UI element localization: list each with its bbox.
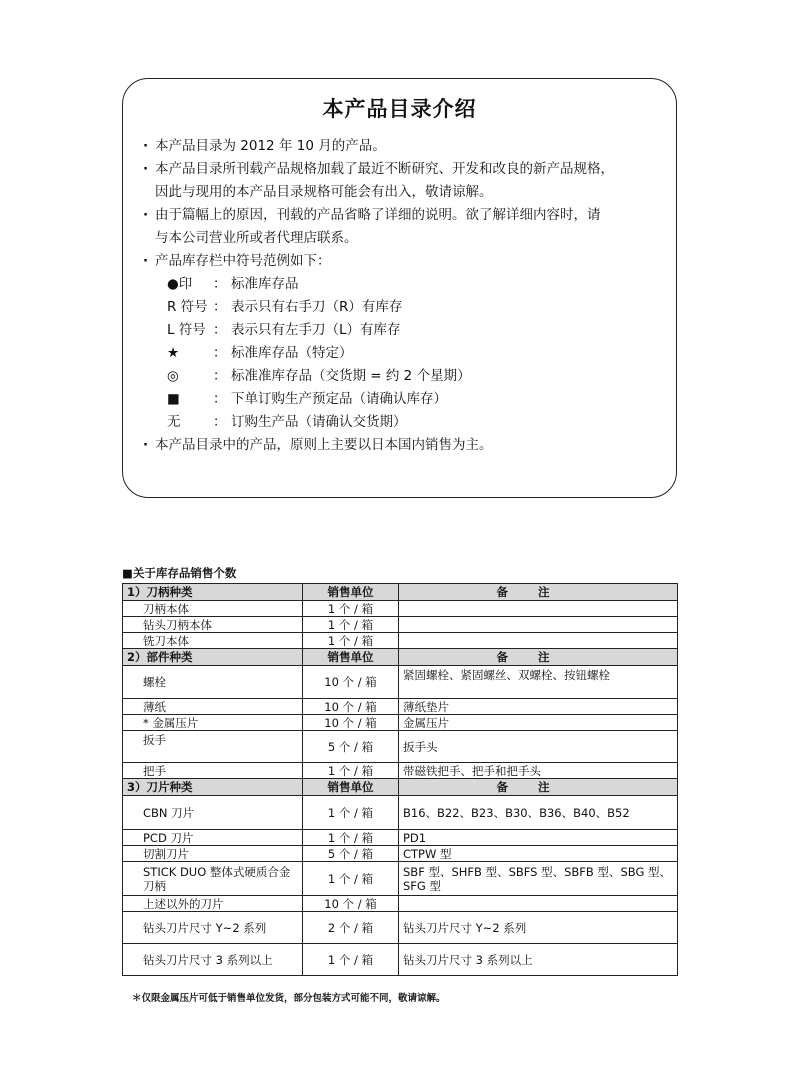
table-row [123, 617, 678, 633]
group-label: 1）刀柄种类 [123, 584, 303, 601]
legend-row [143, 342, 666, 365]
intro-title: 本产品目录介绍 [322, 97, 477, 121]
item-name: 薄纸 [123, 699, 303, 715]
table-row [123, 944, 678, 976]
intro-bullet-line: 本产品目录所刊载产品规格加载了最近不断研究、开发和改良的新产品规格， [155, 161, 614, 177]
item-unit: 10 个 / 箱 [303, 896, 399, 912]
legend-symbol: ●印 [167, 276, 193, 292]
item-name: 钻头刀片尺寸 Y~2 系列 [123, 912, 303, 944]
item-unit: 1 个 / 箱 [303, 763, 399, 779]
item-unit: 2 个 / 箱 [303, 912, 399, 944]
legend-colon: ： [213, 414, 227, 430]
legend-text: 表示只有左手刀（L）有库存 [231, 322, 401, 338]
item-note: 钻头刀片尺寸 Y~2 系列 [399, 912, 678, 944]
intro-bullet [143, 158, 666, 204]
legend-row [143, 411, 666, 434]
legend-row [143, 388, 666, 411]
legend-symbol: R 符号 [167, 299, 208, 315]
item-name: PCD 刀片 [123, 830, 303, 846]
table-row [123, 896, 678, 912]
item-note: 带磁铁把手、把手和把手头 [399, 763, 678, 779]
sales-unit-table [122, 583, 678, 976]
item-note: CTPW 型 [399, 846, 678, 862]
legend-colon: ： [213, 276, 227, 292]
item-unit: 1 个 / 箱 [303, 601, 399, 617]
legend-text: 标准准库存品（交货期 = 约 2 个星期） [231, 368, 471, 384]
table-row [123, 633, 678, 649]
legend-colon: ： [213, 345, 227, 361]
item-name: 切割刀片 [123, 846, 303, 862]
table-row [123, 763, 678, 779]
table-row [123, 601, 678, 617]
legend-symbol: 无 [167, 414, 181, 430]
legend-row [143, 319, 666, 342]
item-name: CBN 刀片 [123, 796, 303, 830]
item-unit: 1 个 / 箱 [303, 796, 399, 830]
item-name: 把手 [123, 763, 303, 779]
item-name: 钻头刀柄本体 [123, 617, 303, 633]
legend-symbol: ★ [167, 345, 180, 361]
legend-symbol: ■ [167, 391, 180, 407]
item-unit: 5 个 / 箱 [303, 731, 399, 763]
stock-symbol-legend [143, 273, 666, 434]
item-name: 刀柄本体 [123, 601, 303, 617]
item-name: 螺栓 [123, 666, 303, 699]
item-unit: 5 个 / 箱 [303, 846, 399, 862]
legend-row [143, 296, 666, 319]
intro-bullet: · 产品库存栏中符号范例如下： [143, 250, 666, 273]
legend-text: 表示只有右手刀（R）有库存 [231, 299, 403, 315]
table-row [123, 862, 678, 896]
group-label: 3）刀片种类 [123, 779, 303, 796]
legend-text: 标准库存品 [231, 276, 299, 292]
legend-text: 下单订购生产预定品（请确认库存） [231, 391, 447, 407]
legend-colon: ： [213, 299, 227, 315]
intro-bullet: · 本产品目录为 2012 年 10 月的产品。 [143, 135, 666, 158]
table-group-header [123, 649, 678, 666]
item-note: 钻头刀片尺寸 3 系列以上 [399, 944, 678, 976]
catalog-intro-box [122, 78, 677, 498]
item-name: 上述以外的刀片 [123, 896, 303, 912]
group-label: 2）部件种类 [123, 649, 303, 666]
legend-colon: ： [213, 368, 227, 384]
table-footnote: ＊仅限金属压片可低于销售单位发货，部分包装方式可能不同，敬请谅解。 [132, 993, 446, 1004]
unit-header: 销售单位 [303, 584, 399, 601]
legend-row [143, 365, 666, 388]
item-note: 紧固螺栓、紧固螺丝、双螺栓、按钮螺栓 [399, 666, 678, 699]
item-unit: 1 个 / 箱 [303, 617, 399, 633]
intro-bullet: · 本产品目录中的产品，原则上主要以日本国内销售为主。 [143, 434, 666, 457]
table-row [123, 846, 678, 862]
legend-text: 订购生产品（请确认交货期） [231, 414, 407, 430]
sales-unit-heading: ■关于库存品销售个数 [122, 566, 237, 580]
table-row [123, 731, 678, 763]
legend-colon: ： [213, 322, 227, 338]
item-name: 铣刀本体 [123, 633, 303, 649]
intro-bullet-line: 与本公司营业所或者代理店联系。 [155, 230, 358, 246]
legend-symbol: ◎ [167, 368, 179, 384]
table-group-header [123, 779, 678, 796]
intro-bullet-line: 由于篇幅上的原因，刊载的产品省略了详细的说明。欲了解详细内容时，请 [155, 207, 601, 223]
item-note [399, 601, 678, 617]
legend-colon: ： [213, 391, 227, 407]
table-row [123, 666, 678, 699]
table-row [123, 699, 678, 715]
legend-row [143, 273, 666, 296]
item-note: 金属压片 [399, 715, 678, 731]
table-row [123, 912, 678, 944]
legend-symbol: L 符号 [167, 322, 206, 338]
item-note [399, 617, 678, 633]
unit-header: 销售单位 [303, 649, 399, 666]
intro-bullet-line: 因此与现用的本产品目录规格可能会有出入，敬请谅解。 [155, 184, 493, 200]
item-note [399, 896, 678, 912]
item-name: STICK DUO 整体式硬质合金刀柄 [123, 862, 303, 896]
table-row [123, 796, 678, 830]
item-note: SBF 型、SHFB 型、SBFS 型、SBFB 型、SBG 型、SFG 型 [399, 862, 678, 896]
item-unit: 1 个 / 箱 [303, 944, 399, 976]
note-header: 备注 [399, 779, 678, 796]
item-unit: 10 个 / 箱 [303, 715, 399, 731]
item-unit: 10 个 / 箱 [303, 699, 399, 715]
item-unit: 10 个 / 箱 [303, 666, 399, 699]
note-header: 备注 [399, 584, 678, 601]
item-unit: 1 个 / 箱 [303, 862, 399, 896]
item-note: B16、B22、B23、B30、B36、B40、B52 [399, 796, 678, 830]
item-name: 扳手 [123, 731, 303, 763]
item-unit: 1 个 / 箱 [303, 633, 399, 649]
note-header: 备注 [399, 649, 678, 666]
legend-text: 标准库存品（特定） [231, 345, 353, 361]
table-row [123, 830, 678, 846]
item-note: 扳手头 [399, 731, 678, 763]
item-name: 钻头刀片尺寸 3 系列以上 [123, 944, 303, 976]
item-note: 薄纸垫片 [399, 699, 678, 715]
table-group-header [123, 584, 678, 601]
item-name: * 金属压片 [123, 715, 303, 731]
table-row [123, 715, 678, 731]
item-note: PD1 [399, 830, 678, 846]
intro-list [143, 135, 666, 457]
item-note [399, 633, 678, 649]
item-unit: 1 个 / 箱 [303, 830, 399, 846]
unit-header: 销售单位 [303, 779, 399, 796]
intro-bullet [143, 204, 666, 250]
